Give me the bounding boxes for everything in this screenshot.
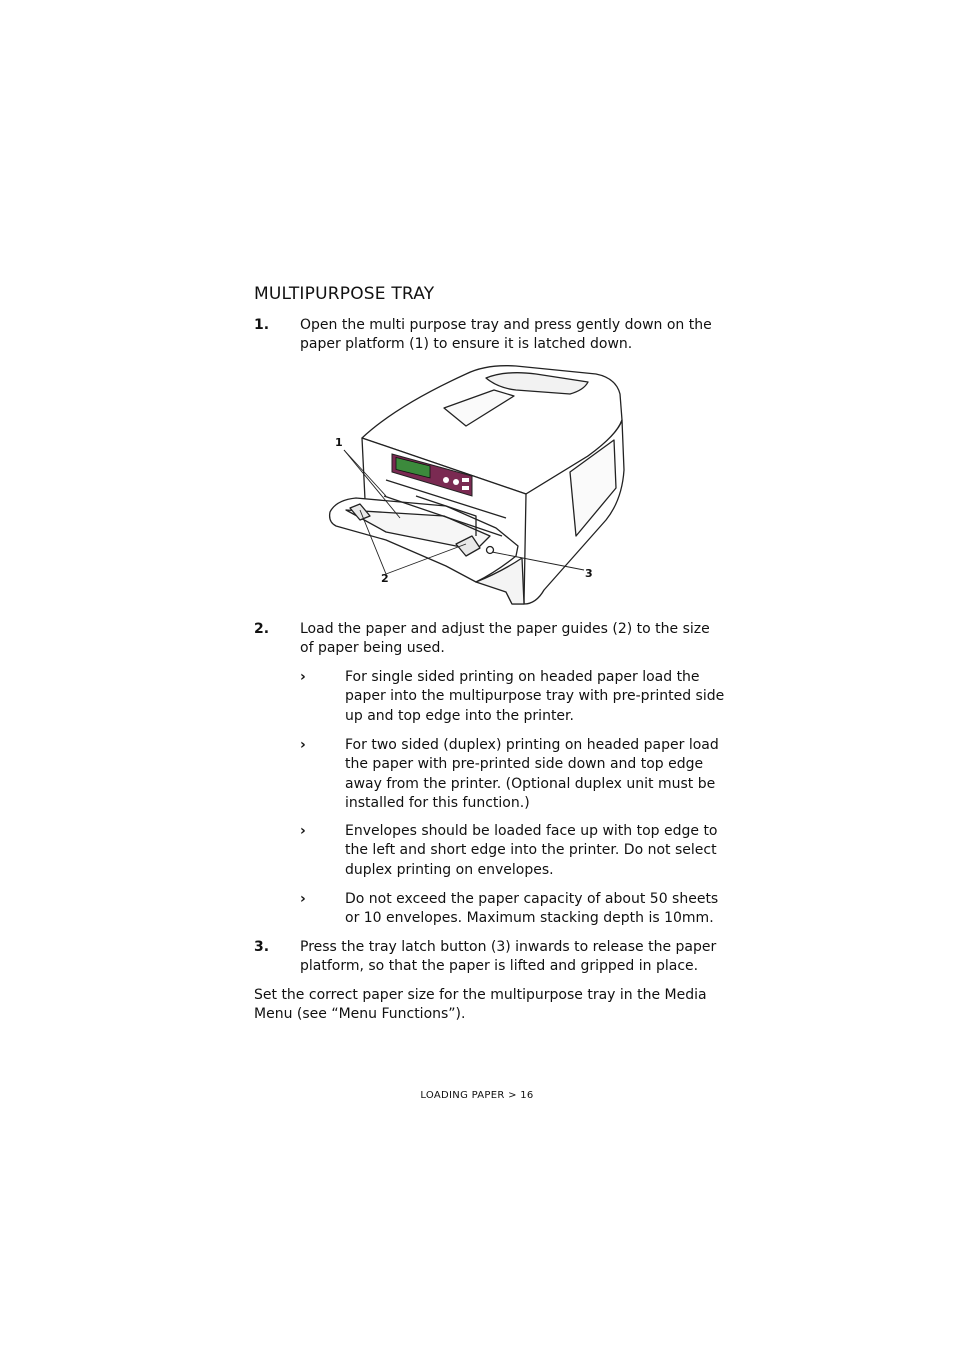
bullet-marker: › <box>300 823 306 839</box>
bullet-marker: › <box>300 891 306 907</box>
step-text: Load the paper and adjust the paper guides (2) to the size of paper being used. <box>300 621 710 657</box>
bullet-text: Envelopes should be loaded face up with top edge to the left and short edge into the printer. Do not select duplex printing on envelopes. <box>345 823 718 878</box>
page-footer: LOADING PAPER > 16 <box>420 1090 534 1101</box>
bullet-text: For two sided (duplex) printing on headed paper load the paper with pre-printed side down and top edge away from the printer. (Optional duplex unit must be installed for this function.) <box>345 737 719 811</box>
callout-1: 1 <box>335 436 343 449</box>
bullet-marker: › <box>300 737 306 753</box>
closing-paragraph: Set the correct paper size for the multipurpose tray in the Media Menu (see “Menu Functions”). <box>254 987 707 1023</box>
bullet-text: Do not exceed the paper capacity of about 50 sheets or 10 envelopes. Maximum stacking depth is 10mm. <box>345 891 719 927</box>
printer-illustration <box>326 360 630 608</box>
section-heading: MULTIPURPOSE TRAY <box>254 284 435 304</box>
bullet-marker: › <box>300 669 306 685</box>
step-number: 1. <box>254 317 270 333</box>
step-number: 3. <box>254 939 270 955</box>
callout-3: 3 <box>585 567 593 580</box>
step-text: Press the tray latch button (3) inwards to release the paper platform, so that the paper is lifted and gripped in place. <box>300 939 717 975</box>
step-number: 2. <box>254 621 270 637</box>
step-text: Open the multi purpose tray and press gently down on the paper platform (1) to ensure it is latched down. <box>300 317 712 353</box>
callout-2: 2 <box>381 572 389 585</box>
bullet-text: For single sided printing on headed paper load the paper into the multipurpose tray with pre-printed side up and top edge into the printer. <box>345 669 725 724</box>
